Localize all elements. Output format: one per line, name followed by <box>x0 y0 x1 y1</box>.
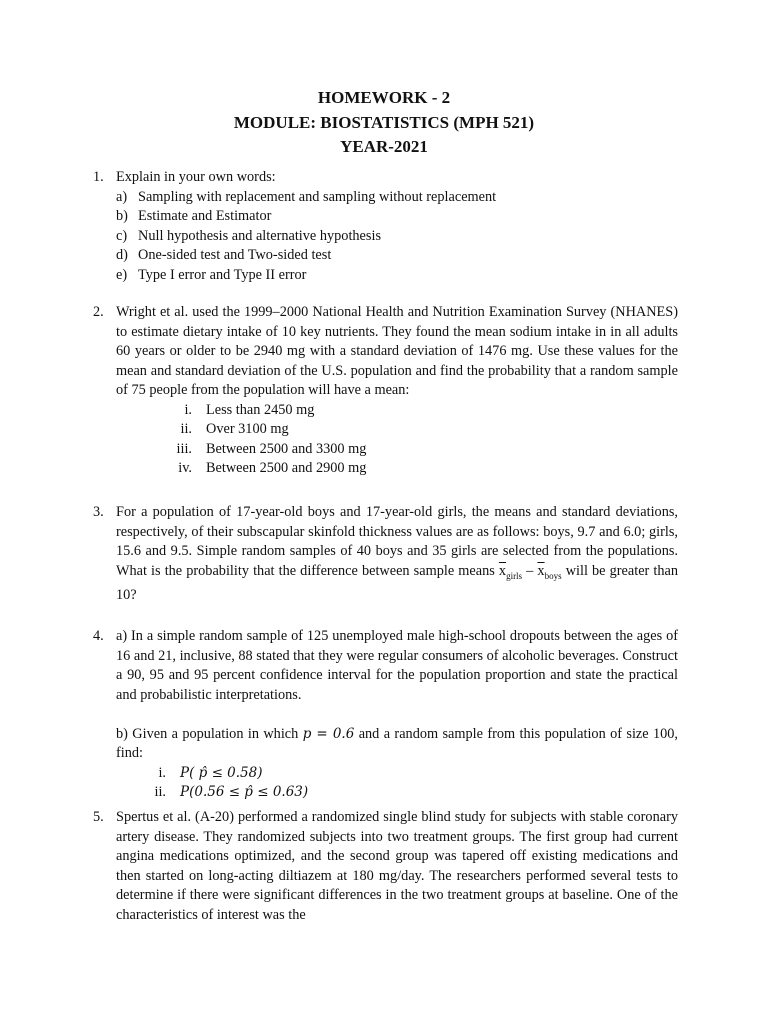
part-b-rest: and a random sample from this population of size 100, find: <box>116 725 679 761</box>
question-tail: will be greater than 10? <box>116 562 679 603</box>
list-item <box>116 783 678 803</box>
item-label: a) <box>116 188 128 205</box>
list-item <box>116 420 678 440</box>
question-5 <box>93 808 678 925</box>
item-text: Between 2500 and 3300 mg <box>206 440 367 457</box>
item-text: Estimate and Estimator <box>138 208 272 224</box>
mean-symbol: $\overline{x}$ <box>498 562 507 579</box>
item-text: Between 2500 and 2900 mg <box>206 460 367 476</box>
header-year: YEAR-2021 <box>340 137 428 156</box>
item-text: Sampling with replacement and sampling without replacement <box>138 188 497 205</box>
list-item <box>116 764 678 784</box>
item-label: i. <box>184 401 192 418</box>
item-label: c) <box>116 227 128 244</box>
question-body: For a population of 17-year-old boys and 17-year-old girls, the means and standard deviations, respectively, of their subscapular skinfold thickness values are as follows: boys, 9.7 and 6.0; girls, 15.6 and 9.5. Simple random samples of 40 boys and 35 girls are selected from the populations. What is the probability that the difference between sample means <box>116 504 678 579</box>
question-text: Spertus et al. (A-20) performed a randomized single blind study for subjects with stable coronary artery disease. They randomized subjects into two treatment groups. The first group had current angina medications optimized, and the second group was tapered off existing medications and then started on long-acting diltiazem at 180 mg/day. The researchers performed several tests to determine if there were significant differences in the two treatment groups at baseline. One of the characteristics of interest was the <box>116 809 678 923</box>
question-2 <box>93 303 678 479</box>
question-number: 5. <box>93 809 104 825</box>
question-2-list <box>116 401 678 479</box>
part-b-lead: b) Given a population in which <box>116 725 303 742</box>
header-module: MODULE: BIOSTATISTICS (MPH 521) <box>233 113 535 132</box>
question-part-b <box>116 725 678 764</box>
item-label: d) <box>116 247 128 263</box>
list-item <box>116 188 678 208</box>
question-4-list <box>116 764 678 803</box>
question-4 <box>93 627 678 803</box>
item-text: Less than 2450 mg <box>206 401 315 418</box>
subscript: boys <box>544 570 562 581</box>
item-label: iii. <box>176 440 192 457</box>
math-expression: P(0.56 ≤ p̂ ≤ 0.63) <box>180 784 309 800</box>
minus-sign: – <box>522 562 538 579</box>
question-part-a: a) In a simple random sample of 125 unemployed male high-school dropouts between the ages of 16 and 21, inclusive, 88 stated that they were regular consumers of alcoholic beverages. Construct a 90, 95 and 95 percent confidence interval for the population proportion and state the practical and probabilistic interpretations. <box>116 628 678 703</box>
header-title: HOMEWORK - 2 <box>317 88 451 107</box>
item-label: i. <box>158 764 166 781</box>
question-number: 1. <box>93 169 104 185</box>
list-item <box>116 246 678 266</box>
list-item <box>116 266 678 286</box>
question-text <box>116 503 678 605</box>
list-item <box>116 459 678 479</box>
list-item <box>116 207 678 227</box>
item-label: ii. <box>154 784 166 800</box>
question-number: 2. <box>93 304 104 320</box>
question-number: 3. <box>93 504 104 520</box>
item-label: iv. <box>178 460 192 476</box>
question-prompt: Explain in your own words: <box>116 169 276 185</box>
item-text: One-sided test and Two-sided test <box>138 247 332 263</box>
mean-symbol: $\overline{x}$ <box>537 562 545 579</box>
list-item <box>116 440 678 460</box>
math-expression: p = 0.6 <box>302 725 355 742</box>
question-number: 4. <box>93 628 104 644</box>
item-label: e) <box>116 266 128 283</box>
list-item <box>116 401 678 421</box>
item-text: Null hypothesis and alternative hypothesis <box>138 227 382 244</box>
item-label: b) <box>116 208 128 224</box>
list-item <box>116 227 678 247</box>
item-label: ii. <box>180 421 192 437</box>
subscript: girls <box>506 570 523 581</box>
question-3 <box>93 503 678 605</box>
item-text: Over 3100 mg <box>206 421 289 437</box>
question-text: Wright et al. used the 1999–2000 National Health and Nutrition Examination Survey (NHANES) to estimate dietary intake of 10 key nutrients. They found the mean sodium intake in in all adults 60 years or older to be 2940 mg with a standard deviation of 1476 mg. Use these values for the mean and standard deviation of the U.S. population and find the probability that a random sample of 75 people from the population will have a mean: <box>116 304 678 398</box>
question-1-list <box>116 188 678 286</box>
math-expression: P( p̂ ≤ 0.58) <box>180 764 263 781</box>
question-1 <box>93 168 678 285</box>
item-text: Type I error and Type II error <box>138 266 307 283</box>
